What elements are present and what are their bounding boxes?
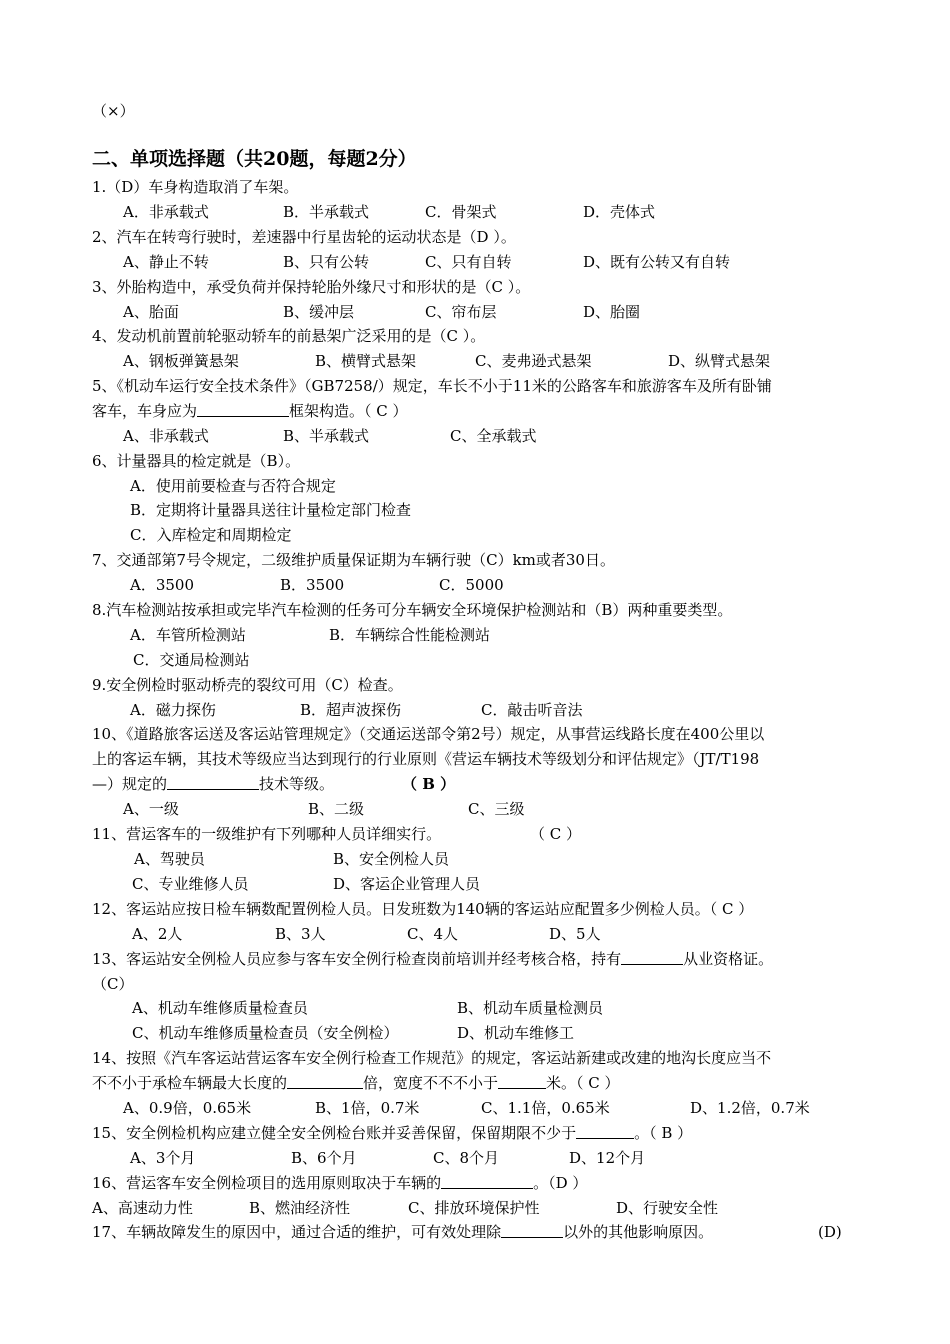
option-b: B、安全例检人员 xyxy=(333,850,450,868)
option-d: D、5人 xyxy=(549,925,601,943)
option-b: B、燃油经济性 xyxy=(249,1199,351,1217)
stem-text: 15、安全例检机构应建立健全安全例检台账并妥善保留，保留期限不少于 xyxy=(92,1124,577,1142)
question-3-stem: 3、外胎构造中，承受负荷并保持轮胎外缘尺寸和形状的是（C ）。 xyxy=(92,278,531,296)
option-b: B、横臂式悬架 xyxy=(315,352,417,370)
answer-marker: （×） xyxy=(92,102,135,120)
stem-text: 13、客运站安全例检人员应参与客车安全例行检查岗前培训并经考核合格，持有 xyxy=(92,950,622,968)
stem-text: 倍，宽度不不不小于 xyxy=(363,1074,499,1092)
option-d: D、纵臂式悬架 xyxy=(668,352,771,370)
option-a: A、0.9倍，0.65米 xyxy=(123,1099,252,1117)
question-16-stem xyxy=(92,1173,872,1193)
option-c: C．敲击听音法 xyxy=(481,701,583,719)
option-d: D．壳体式 xyxy=(583,203,656,221)
option-c: C、4人 xyxy=(407,925,459,943)
option-c: C、机动车维修质量检查员（安全例检） xyxy=(132,1024,399,1042)
question-15-stem xyxy=(92,1123,872,1143)
option-a: A、非承载式 xyxy=(123,427,209,445)
option-a: A．使用前要检查与否符合规定 xyxy=(130,477,336,495)
answer-blank xyxy=(167,775,259,790)
question-11-stem xyxy=(92,824,872,844)
section-title: 二、单项选择题（共20题，每题2分） xyxy=(92,148,417,170)
option-a: A．车管所检测站 xyxy=(130,626,246,644)
option-b: B、二级 xyxy=(308,800,365,818)
question-13-stem xyxy=(92,949,872,969)
option-a: A、2人 xyxy=(132,925,183,943)
answer-mark: (D) xyxy=(818,1223,842,1241)
stem-text: 以外的其他影响原因。 xyxy=(563,1223,714,1241)
option-d: D、胎圈 xyxy=(583,303,641,321)
option-b: B、1倍，0.7米 xyxy=(315,1099,420,1117)
question-14-stem-cont xyxy=(92,1073,872,1093)
stem-text: 技术等级。 xyxy=(259,775,335,793)
option-c: C．交通局检测站 xyxy=(133,651,250,669)
option-a: A、胎面 xyxy=(123,303,179,321)
answer-mark: （ C ） xyxy=(530,825,582,843)
option-c: C、专业维修人员 xyxy=(132,875,249,893)
option-b: B、只有公转 xyxy=(283,253,370,271)
option-c: C．入库检定和周期检定 xyxy=(130,526,292,544)
option-b: B、机动车质量检测员 xyxy=(457,999,604,1017)
option-c: C．5000 xyxy=(439,576,504,594)
option-a: A、机动车维修质量检查员 xyxy=(132,999,308,1017)
option-b: B、缓冲层 xyxy=(283,303,355,321)
option-a: A、高速动力性 xyxy=(92,1199,193,1217)
question-1-stem: 1.（D）车身构造取消了车架。 xyxy=(92,178,299,196)
option-c: C、只有自转 xyxy=(425,253,512,271)
option-b: B、6个月 xyxy=(291,1149,357,1167)
option-b: B、3人 xyxy=(275,925,326,943)
question-5-stem: 5、《机动车运行安全技术条件》（GB7258/）规定，车长不小于11米的公路客车和旅游客车及所有卧铺 xyxy=(92,377,772,395)
option-d: D、12个月 xyxy=(569,1149,646,1167)
option-b: B．半承载式 xyxy=(283,203,370,221)
option-a: A、3个月 xyxy=(130,1149,196,1167)
stem-text: 11、营运客车的一级维护有下列哪种人员详细实行。 xyxy=(92,825,442,843)
option-a: A．磁力探伤 xyxy=(130,701,216,719)
answer-blank xyxy=(441,1174,533,1189)
stem-text: 。（ B ） xyxy=(634,1124,693,1142)
option-b: B．定期将计量器具送往计量检定部门检查 xyxy=(130,501,412,519)
option-a: A、静止不转 xyxy=(123,253,209,271)
option-c: C、三级 xyxy=(468,800,525,818)
stem-text: 框架构造。（ C ） xyxy=(289,402,408,420)
question-10-stem: 10、《道路旅客运送及客运站管理规定》（交通运送部令第2号）规定，从事营运线路长度在400公里以 xyxy=(92,725,765,743)
option-c: C．骨架式 xyxy=(425,203,497,221)
option-c: C、帘布层 xyxy=(425,303,497,321)
question-10-stem-cont: 上的客运车辆，其技术等级应当达到现行的行业原则《营运车辆技术等级划分和评估规定》（JT/T198 xyxy=(92,750,760,768)
option-c: C、8个月 xyxy=(433,1149,500,1167)
option-d: D、行驶安全性 xyxy=(616,1199,719,1217)
answer-blank xyxy=(576,1124,634,1139)
question-14-stem: 14、按照《汽车客运站营运客车安全例行检查工作规范》的规定，客运站新建或改建的地沟长度应当不 xyxy=(92,1049,772,1067)
option-d: D、1.2倍，0.7米 xyxy=(690,1099,810,1117)
answer-blank xyxy=(621,950,683,965)
stem-text: 米。（ C ） xyxy=(546,1074,620,1092)
option-a: A、钢板弹簧悬架 xyxy=(123,352,239,370)
answer-blank xyxy=(287,1074,363,1089)
option-b: B．车辆综合性能检测站 xyxy=(329,626,491,644)
option-b: B．超声波探伤 xyxy=(300,701,402,719)
question-8-stem: 8.汽车检测站按承担或完毕汽车检测的任务可分车辆安全环境保护检测站和（B）两种重要类型。 xyxy=(92,601,733,619)
stem-text: 从业资格证。 xyxy=(683,950,774,968)
option-a: A．3500 xyxy=(130,576,195,594)
question-12-stem: 12、客运站应按日检车辆数配置例检人员。日发班数为140辆的客运站应配置多少例检人员。（ C ） xyxy=(92,900,754,918)
question-4-stem: 4、发动机前置前轮驱动轿车的前悬架广泛采用的是（C ）。 xyxy=(92,327,486,345)
question-17-stem xyxy=(92,1222,872,1242)
question-5-stem-cont xyxy=(92,401,872,421)
stem-text: 17、车辆故障发生的原因中，通过合适的维护，可有效处理除 xyxy=(92,1223,502,1241)
option-d: D、客运企业管理人员 xyxy=(333,875,481,893)
option-a: A、一级 xyxy=(123,800,179,818)
question-13-answer: （C） xyxy=(92,975,134,993)
answer-blank xyxy=(498,1074,546,1089)
answer-blank xyxy=(197,402,289,417)
option-c: C、排放环境保护性 xyxy=(408,1199,540,1217)
option-a: A．非承载式 xyxy=(123,203,209,221)
option-d: D、机动车维修工 xyxy=(457,1024,575,1042)
stem-text: —）规定的 xyxy=(92,775,168,793)
question-6-stem: 6、计量器具的检定就是（B）。 xyxy=(92,452,301,470)
option-b: B、半承载式 xyxy=(283,427,370,445)
stem-text: 。（D ） xyxy=(533,1174,588,1192)
option-c: C、1.1倍，0.65米 xyxy=(481,1099,610,1117)
option-b: B．3500 xyxy=(280,576,345,594)
stem-text: 16、营运客车安全例检项目的选用原则取决于车辆的 xyxy=(92,1174,442,1192)
answer-blank xyxy=(501,1223,563,1238)
option-c: C、全承载式 xyxy=(450,427,537,445)
question-9-stem: 9.安全例检时驱动桥壳的裂纹可用（C）检查。 xyxy=(92,676,403,694)
option-c: C、麦弗逊式悬架 xyxy=(475,352,592,370)
stem-text: 客车，车身应为 xyxy=(92,402,198,420)
stem-text: 不不小于承检车辆最大长度的 xyxy=(92,1074,288,1092)
question-2-stem: 2、汽车在转弯行驶时，差速器中行星齿轮的运动状态是（D ）。 xyxy=(92,228,516,246)
option-a: A、驾驶员 xyxy=(134,850,205,868)
answer-mark: （ B ） xyxy=(402,775,456,793)
option-d: D、既有公转又有自转 xyxy=(583,253,731,271)
question-10-stem-end xyxy=(92,774,872,794)
question-7-stem: 7、交通部第7号令规定，二级维护质量保证期为车辆行驶（C）km或者30日。 xyxy=(92,551,615,569)
